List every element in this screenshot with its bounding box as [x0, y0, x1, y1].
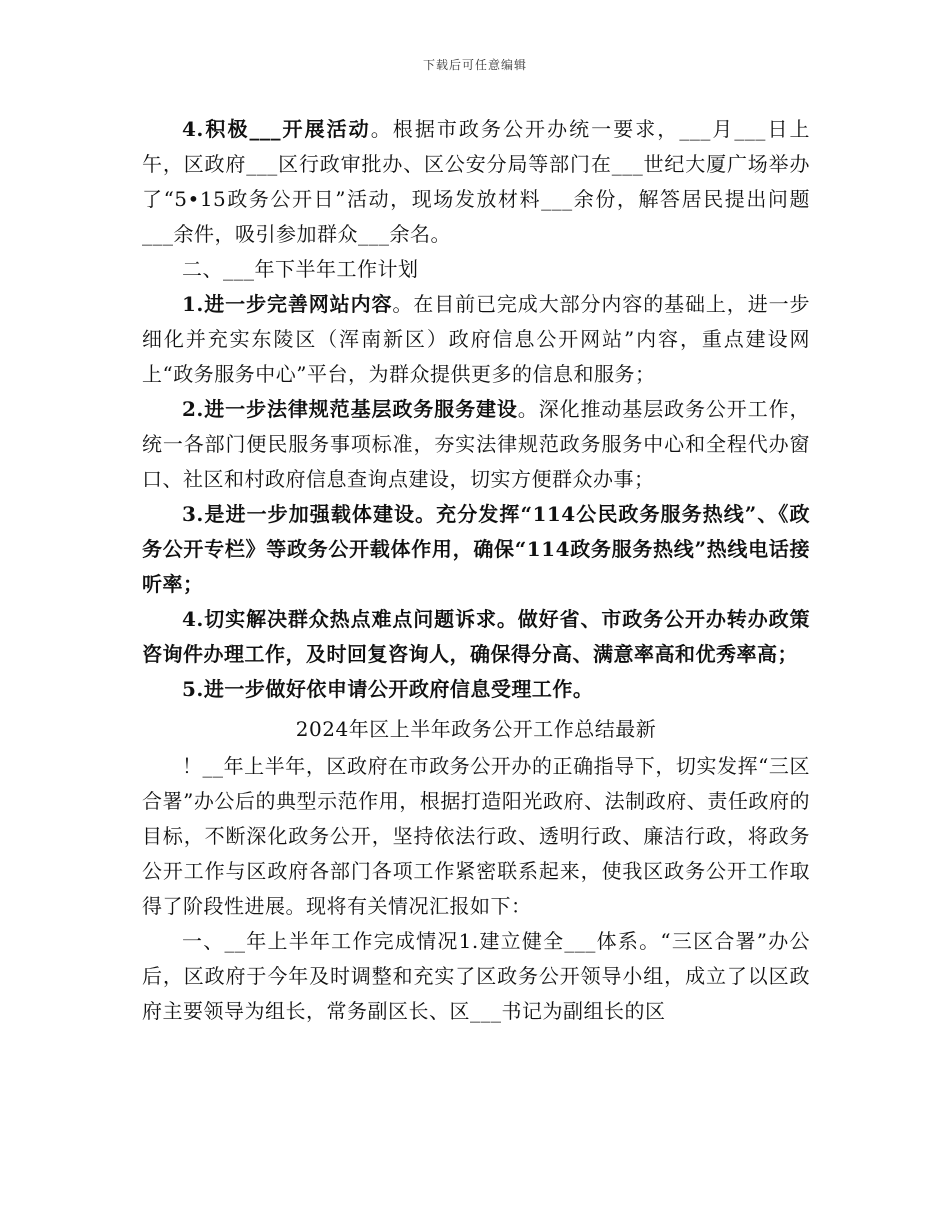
paragraph-activity	[142, 112, 810, 252]
paragraph-lead: 1.进一步完善网站内容	[182, 292, 393, 316]
page-header-note: 下载后可任意编辑	[422, 58, 527, 72]
paragraph-text: 。根据市政务公开办统一要求，___月___日上午，区政府___区行政审批办、区公安分局等部门在___世纪大厦广场举办了“5•15政务公开日”活动，现场发放材料___余份，解答居民提出问题___余件，吸引参加群众___余名。	[142, 117, 811, 246]
paragraph-hotspot: 4.切实解决群众热点难点问题诉求。做好省、市政务公开办转办政策咨询件办理工作，及时回复咨询人，确保得分高、满意率高和优秀率高；	[142, 607, 810, 666]
paragraph-lead: 2.进一步法律规范基层政务服务建设	[182, 397, 518, 421]
paragraph-intro: ！__年上半年，区政府在市政务公开办的正确指导下，切实发挥“三区合署”办公后的典型示范作用，根据打造阳光政府、法制政府、责任政府的目标，不断深化政务公开，坚持依法行政、透明行政、廉洁行政，将政务公开工作与区政府各部门各项工作紧密联系起来，使我区政务公开工作取得了阶段性进展。现将有关情况汇报如下：	[142, 754, 810, 918]
paragraph-application: 5.进一步做好依申请公开政府信息受理工作。	[182, 677, 594, 701]
paragraph-lead: 4.积极___开展活动	[182, 117, 371, 141]
document-title: 2024年区上半年政务公开工作总结最新	[295, 717, 657, 741]
paragraph-text: 。在目前已完成大部分内容的基础上，进一步细化并充实东陵区（浑南新区）政府信息公开网站”内容，重点建设网上“政务服务中心”平台，为群众提供更多的信息和服务；	[142, 292, 810, 386]
section-heading-plan: 二、___年下半年工作计划	[182, 257, 419, 281]
paragraph-text: 。深化推动基层政务公开工作，统一各部门便民服务事项标准，夯实法律规范政务服务中心和全程代办窗口、社区和村政府信息查询点建设，切实方便群众办事；	[142, 397, 811, 491]
paragraph-section-one: 一、__年上半年工作完成情况1.建立健全___体系。“三区合署”办公后，区政府于今年及时调整和充实了区政务公开领导小组，成立了以区政府主要领导为组长，常务副区长、区___书记为副组长的区	[142, 929, 810, 1023]
paragraph-grassroots	[142, 392, 810, 497]
paragraph-website	[142, 287, 810, 392]
document-body	[142, 112, 810, 1029]
paragraph-carrier: 3.是进一步加强载体建设。充分发挥“114公民政务服务热线”、《政务公开专栏》等政务公开载体作用，确保“114政务服务热线”热线电话接听率；	[142, 502, 810, 596]
